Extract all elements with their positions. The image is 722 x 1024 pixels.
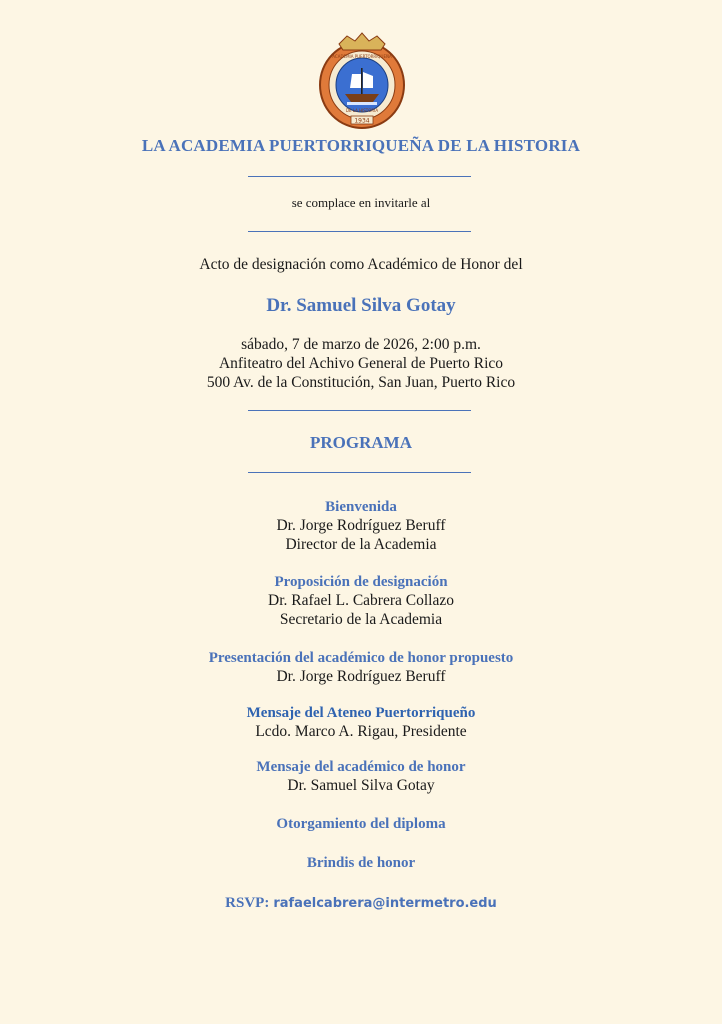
program-item-line: Dr. Jorge Rodríguez Beruff [276,517,446,534]
program-item-title: Mensaje del académico de honor [256,759,466,775]
program-item-line: Dr. Jorge Rodríguez Beruff [276,668,446,685]
program-item-title: Proposición de designación [274,574,448,590]
academy-seal-icon [317,30,407,130]
program-item-title: Bienvenida [325,499,397,515]
program-item-title: Presentación del académico de honor propuesto [208,650,514,666]
rsvp-label: RSVP: [225,895,270,911]
program-item-line: Secretario de la Academia [279,611,443,628]
seal-top-text: ACADEMIA PUERTORRIQUEÑA [332,54,392,59]
event-description: Acto de designación como Académico de Honor del [199,256,523,273]
program-item-title: Otorgamiento del diploma [276,816,446,832]
program-item-title: Mensaje del Ateneo Puertorriqueño [246,705,476,721]
divider [248,410,471,411]
divider [248,472,471,473]
event-address: 500 Av. de la Constitución, San Juan, Puerto Rico [206,374,516,391]
program-item-line: Director de la Academia [285,536,437,553]
divider [248,176,471,177]
honoree-name: Dr. Samuel Silva Gotay [266,295,456,316]
rsvp-line [0,894,722,912]
seal-year: 1934 [354,117,370,125]
program-heading: PROGRAMA [310,433,412,452]
seal-side-text: DE LA HISTORIA [345,108,379,113]
program-item-title: Brindis de honor [306,855,416,871]
rsvp-email-link[interactable]: rafaelcabrera@intermetro.edu [273,896,497,911]
divider [248,231,471,232]
academy-title: LA ACADEMIA PUERTORRIQUEÑA DE LA HISTORIA [141,136,581,155]
program-item-line: Dr. Rafael L. Cabrera Collazo [268,592,454,609]
event-date-time: sábado, 7 de marzo de 2026, 2:00 p.m. [241,336,481,353]
program-item-line: Lcdo. Marco A. Rigau, Presidente [255,723,467,740]
program-item-line: Dr. Samuel Silva Gotay [287,777,435,794]
invitation-subtitle: se complace en invitarle al [291,195,431,210]
event-venue: Anfiteatro del Achivo General de Puerto Rico [218,355,504,372]
